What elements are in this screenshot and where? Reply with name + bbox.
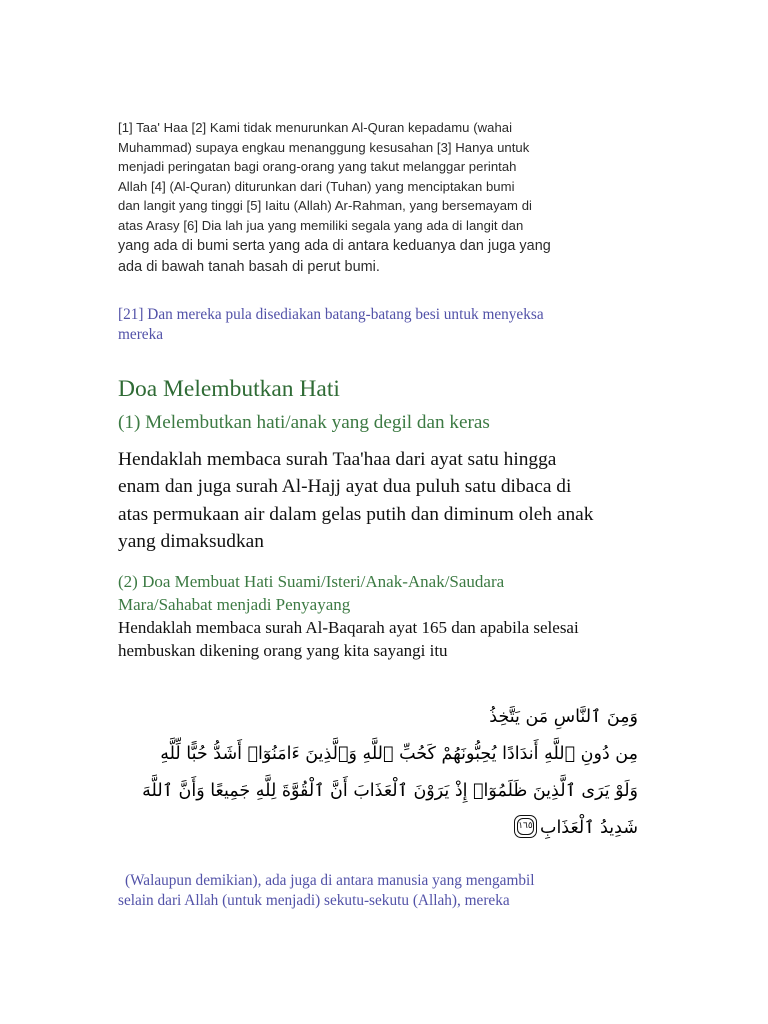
blue-quote-bottom-line-2: selain dari Allah (untuk menjadi) sekutu-sekutu (Allah), mereka [118,891,510,909]
translation-line-large: yang ada di bumi serta yang ada di antara keduanya dan juga yang [118,237,551,254]
arabic-verse-line-3: وَلَوْ يَرَى ٱلَّذِينَ ظَلَمُوٓا۟ إِذْ يَرَوْنَ ٱلْعَذَابَ أَنَّ ٱلْقُوَّةَ لِلَّهِ جَمِيعًا وَأَنَّ ٱللَّهَ [142,780,638,801]
body-2-line-2: hembuskan dikening orang yang kita sayangi itu [118,641,448,661]
spacer [118,278,650,305]
body-2-line-1: Hendaklah membaca surah Al-Baqarah ayat 165 dan apabila selesai [118,617,579,637]
translation-line: Muhammad) supaya engkau menanggung kesusahan [3] Hanya untuk [118,139,530,155]
arabic-verse-line-4-text: شَدِيدُ ٱلْعَذَابِ [539,817,638,838]
spacer [118,435,650,446]
body-1-line-2: enam dan juga surah Al-Hajj ayat dua puluh satu dibaca di [118,476,572,498]
translation-line: Allah [4] (Al-Quran) diturunkan dari (Tuhan) yang menciptakan bumi [118,178,515,194]
spacer [118,556,650,570]
body-1-line-4: yang dimaksudkan [118,531,264,553]
section-subtitle-2 [118,570,650,616]
section-title: Doa Melembutkan Hati [118,375,340,402]
translation-line: atas Arasy [6] Dia lah jua yang memiliki segala yang ada di langit dan [118,217,524,233]
blue-quote-top-line-2: mereka [118,325,164,343]
section-subtitle-1: (1) Melembutkan hati/anak yang degil dan keras [118,411,490,433]
ayah-marker-number: ١٦٥ [518,820,533,831]
spacer [118,847,650,871]
blue-quote-top-line-1: [21] Dan mereka pula disediakan batang-batang besi untuk menyeksa [118,305,544,323]
section-subtitle-2-line-2: Mara/Sahabat menjadi Penyayang [118,594,351,614]
blue-quote-top [118,305,650,345]
section-subtitle-2-line-1: (2) Doa Membuat Hati Suami/Isteri/Anak-Anak/Saudara [118,571,505,591]
translation-paragraph [118,118,650,278]
blue-quote-bottom-line-1: (Walaupun demikian), ada juga di antara manusia yang mengambil [125,871,535,889]
arabic-verse-line-1: وَمِنَ ٱلنَّاسِ مَن يَتَّخِذُ [489,706,638,727]
translation-line: [1] Taa' Haa [2] Kami tidak menurunkan Al-Quran kepadamu (wahai [118,120,513,135]
document-content [118,118,650,911]
translation-line-large: ada di bawah tanah basah di perut bumi. [118,258,380,275]
blue-quote-bottom [118,871,650,911]
body-1-line-3: atas permukaan air dalam gelas putih dan diminum oleh anak [118,503,594,525]
ayah-number-marker-icon [514,815,537,838]
arabic-verse-line-2: مِن دُونِ ٱللَّهِ أَندَادًا يُحِبُّونَهُمْ كَحُبِّ ٱللَّهِ وَٱلَّذِينَ ءَامَنُوٓا۟ أَشَدُّ حُبًّا لِّلَّهِ [160,743,638,764]
spacer [118,345,650,375]
arabic-verse-line-4 [118,810,638,847]
section-body-2 [118,616,650,663]
spacer [118,403,650,410]
arabic-verse-block [118,699,638,847]
spacer [118,663,650,699]
translation-line: menjadi peringatan bagi orang-orang yang takut melanggar perintah [118,159,517,175]
translation-line: dan langit yang tinggi [5] Iaitu (Allah) Ar-Rahman, yang bersemayam di [118,198,532,214]
section-body-1 [118,446,650,556]
body-1-line-1: Hendaklah membaca surah Taa'haa dari ayat satu hingga [118,448,557,470]
